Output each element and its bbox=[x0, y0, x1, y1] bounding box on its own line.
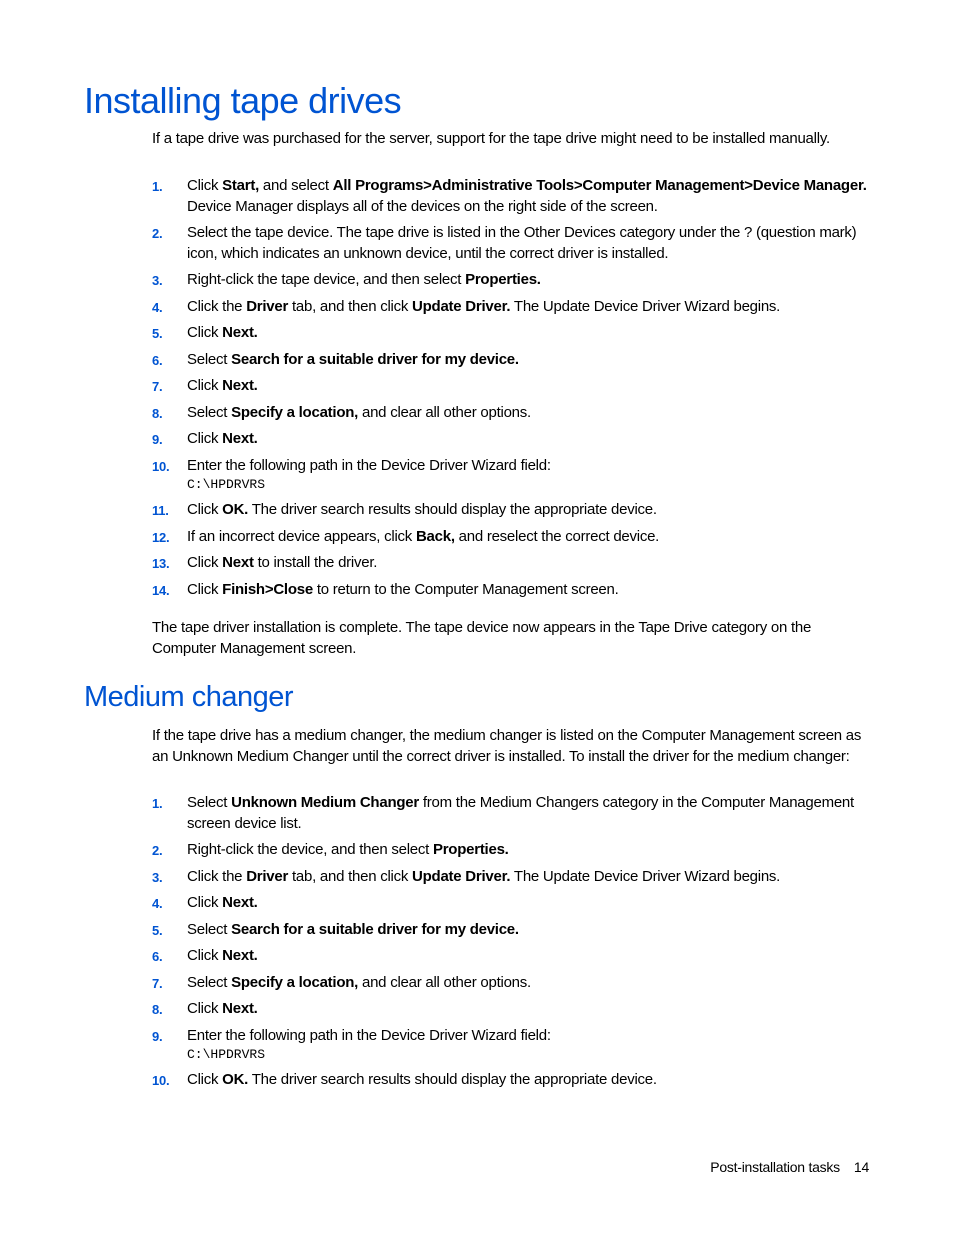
step-number: 11. bbox=[152, 503, 169, 518]
step-number: 14. bbox=[152, 582, 170, 598]
step-text-run: Click bbox=[187, 324, 223, 341]
step-text-bold: Driver bbox=[246, 297, 289, 315]
step-text-run: Select bbox=[187, 920, 232, 938]
step-text-bold: Properties. bbox=[432, 841, 509, 858]
step-number: 4. bbox=[152, 299, 163, 315]
step-text bbox=[187, 527, 872, 548]
step-text-run: and reselect the correct device. bbox=[454, 527, 660, 545]
step-number: 2. bbox=[152, 226, 163, 241]
list-item bbox=[152, 973, 872, 994]
list-item bbox=[152, 840, 872, 861]
step-text-run: tab, and then click bbox=[288, 297, 413, 315]
list-item bbox=[152, 553, 872, 574]
step-text bbox=[187, 840, 872, 861]
step-text-run: Click bbox=[187, 501, 223, 518]
step-text bbox=[187, 323, 872, 344]
step-text-bold: Search for a suitable driver for my device. bbox=[231, 920, 519, 938]
step-text bbox=[187, 500, 872, 521]
list-item bbox=[152, 793, 872, 834]
code-path: C:\HPDRVRS bbox=[187, 1047, 266, 1062]
list-item bbox=[152, 580, 872, 601]
step-text-bold: Finish>Close bbox=[222, 580, 313, 598]
list-item bbox=[152, 323, 872, 344]
step-text-run: Click bbox=[187, 377, 223, 394]
list-item bbox=[152, 297, 872, 318]
step-number: 5. bbox=[152, 326, 163, 341]
step-text-run: Select the tape device. The tape drive is listed in the Other Devices category under the ? (question mark) icon, which indicates an unknown device, until the correct driver is installed. bbox=[187, 224, 857, 262]
step-number: 9. bbox=[152, 1028, 163, 1044]
section-heading-installing-tape-drives: Installing tape drives bbox=[84, 80, 402, 121]
step-number: 3. bbox=[152, 869, 163, 885]
list-item bbox=[152, 270, 872, 291]
step-text-run: Select bbox=[187, 403, 232, 421]
step-text-run: Select bbox=[187, 794, 232, 811]
step-text-run: Device Manager displays all of the devices on the right side of the screen. bbox=[187, 197, 658, 215]
step-number: 3. bbox=[152, 273, 163, 288]
step-number: 4. bbox=[152, 896, 163, 911]
step-text-run: to return to the Computer Management screen. bbox=[312, 580, 619, 598]
step-number: 10. bbox=[152, 458, 170, 474]
step-text-bold: Properties. bbox=[465, 271, 541, 288]
step-number: 9. bbox=[152, 432, 163, 447]
step-text bbox=[187, 553, 872, 574]
step-number: 6. bbox=[152, 352, 163, 368]
step-text-run: and clear all other options. bbox=[358, 403, 531, 421]
step-number: 7. bbox=[152, 379, 163, 394]
step-text-run: from the Medium Changers category in the Computer Management screen device list. bbox=[187, 794, 854, 832]
step-number: 1. bbox=[152, 796, 163, 811]
step-text-run: and clear all other options. bbox=[358, 973, 531, 991]
step-text-run: The Update Device Driver Wizard begins. bbox=[510, 867, 781, 885]
step-text-bold: Start, bbox=[222, 177, 260, 194]
step-text bbox=[187, 403, 872, 424]
step-number: 13. bbox=[152, 556, 170, 571]
step-text-run: Click bbox=[187, 554, 223, 571]
list-item bbox=[152, 946, 872, 967]
step-text bbox=[187, 793, 872, 834]
step-text-run: Enter the following path in the Device Driver Wizard field: bbox=[187, 1026, 551, 1044]
step-text-bold: Next. bbox=[222, 377, 258, 394]
step-text-run: The driver search results should display the appropriate device. bbox=[248, 1071, 657, 1088]
step-text-bold: Next. bbox=[222, 894, 258, 911]
list-item bbox=[152, 429, 872, 450]
step-text bbox=[187, 297, 872, 318]
step-number: 12. bbox=[152, 529, 170, 545]
step-text-run: Click bbox=[187, 177, 223, 194]
step-text-run: Click bbox=[187, 947, 223, 964]
step-text-run: tab, and then click bbox=[288, 867, 413, 885]
step-text-run: Select bbox=[187, 973, 232, 991]
page-number: 14 bbox=[853, 1159, 869, 1175]
medium-changer-steps bbox=[152, 793, 872, 1091]
step-text bbox=[187, 946, 872, 967]
list-item bbox=[152, 1026, 872, 1065]
step-text bbox=[187, 376, 872, 397]
step-text bbox=[187, 176, 872, 217]
step-text bbox=[187, 999, 872, 1020]
step-number: 10. bbox=[152, 1073, 170, 1088]
step-text-run: Click bbox=[187, 1000, 223, 1017]
step-text-bold: Next. bbox=[222, 324, 258, 341]
step-text-bold: Update Driver. bbox=[412, 867, 511, 885]
step-text bbox=[187, 270, 872, 291]
step-text-run: Select bbox=[187, 350, 232, 368]
step-text-bold: Update Driver. bbox=[412, 297, 511, 315]
code-path: C:\HPDRVRS bbox=[187, 477, 266, 492]
step-text-bold: OK. bbox=[222, 1071, 249, 1088]
step-text-run: Click bbox=[187, 430, 223, 447]
step-number: 2. bbox=[152, 843, 163, 858]
step-text bbox=[187, 580, 872, 601]
step-text-run: The driver search results should display the appropriate device. bbox=[248, 501, 657, 518]
list-item bbox=[152, 1070, 872, 1091]
step-number: 1. bbox=[152, 179, 163, 194]
step-text bbox=[187, 456, 872, 477]
list-item bbox=[152, 867, 872, 888]
page-footer bbox=[710, 1158, 869, 1176]
list-item bbox=[152, 999, 872, 1020]
step-text-run: and select bbox=[259, 177, 333, 194]
list-item bbox=[152, 456, 872, 495]
list-item bbox=[152, 527, 872, 548]
step-text-bold: All Programs>Administrative Tools>Computer Management>Device Manager. bbox=[332, 177, 867, 194]
list-item bbox=[152, 500, 872, 521]
footer-section-label: Post-installation tasks bbox=[710, 1159, 840, 1175]
step-text-bold: OK. bbox=[222, 501, 249, 518]
section-heading-medium-changer: Medium changer bbox=[84, 681, 293, 713]
list-item bbox=[152, 403, 872, 424]
step-text bbox=[187, 973, 872, 994]
step-text bbox=[187, 867, 872, 888]
step-text-run: The Update Device Driver Wizard begins. bbox=[510, 297, 781, 315]
step-number: 7. bbox=[152, 975, 163, 991]
step-text-run: Click the bbox=[187, 867, 247, 885]
step-text bbox=[187, 223, 872, 264]
step-number: 8. bbox=[152, 1002, 163, 1017]
step-text-run: Right-click the tape device, and then select bbox=[187, 271, 466, 288]
step-text-bold: Next. bbox=[222, 947, 258, 964]
step-text-bold: Specify a location, bbox=[231, 973, 359, 991]
step-text-run: Click bbox=[187, 1071, 223, 1088]
step-text bbox=[187, 920, 872, 941]
tape-install-steps bbox=[152, 176, 872, 600]
step-text bbox=[187, 429, 872, 450]
step-number: 6. bbox=[152, 949, 163, 964]
step-text-bold: Next. bbox=[222, 430, 258, 447]
step-text-bold: Driver bbox=[246, 867, 289, 885]
step-text-run: Right-click the device, and then select bbox=[187, 841, 433, 858]
step-text-bold: Search for a suitable driver for my device. bbox=[231, 350, 519, 368]
section-intro-tape: If a tape drive was purchased for the server, support for the tape drive might need to be installed manually. bbox=[152, 130, 830, 147]
step-text-run: Click bbox=[187, 894, 223, 911]
step-text-run: Enter the following path in the Device Driver Wizard field: bbox=[187, 456, 551, 474]
list-item bbox=[152, 376, 872, 397]
section-outro-tape: The tape driver installation is complete. The tape device now appears in the Tape Drive category on the Computer Management screen. bbox=[152, 619, 812, 657]
step-text-run: to install the driver. bbox=[253, 554, 378, 571]
list-item bbox=[152, 350, 872, 371]
step-text-run: Click the bbox=[187, 297, 247, 315]
step-text-bold: Next bbox=[222, 554, 254, 571]
step-number: 5. bbox=[152, 922, 163, 938]
step-number: 8. bbox=[152, 405, 163, 421]
step-text-run: If an incorrect device appears, click bbox=[187, 527, 416, 545]
step-text bbox=[187, 1070, 872, 1091]
step-text-bold: Specify a location, bbox=[231, 403, 359, 421]
step-text-bold: Unknown Medium Changer bbox=[231, 794, 419, 811]
list-item bbox=[152, 893, 872, 914]
step-text bbox=[187, 350, 872, 371]
list-item bbox=[152, 920, 872, 941]
step-text bbox=[187, 893, 872, 914]
section-intro-medium: If the tape drive has a medium changer, the medium changer is listed on the Computer Management screen as an Unknown Medium Changer until the correct driver is installed. To install the driver for the medium changer: bbox=[152, 727, 862, 765]
step-text-run: Click bbox=[187, 580, 223, 598]
step-text-bold: Back, bbox=[415, 527, 455, 545]
list-item bbox=[152, 223, 872, 264]
list-item bbox=[152, 176, 872, 217]
step-text bbox=[187, 1026, 872, 1047]
step-text-bold: Next. bbox=[222, 1000, 258, 1017]
